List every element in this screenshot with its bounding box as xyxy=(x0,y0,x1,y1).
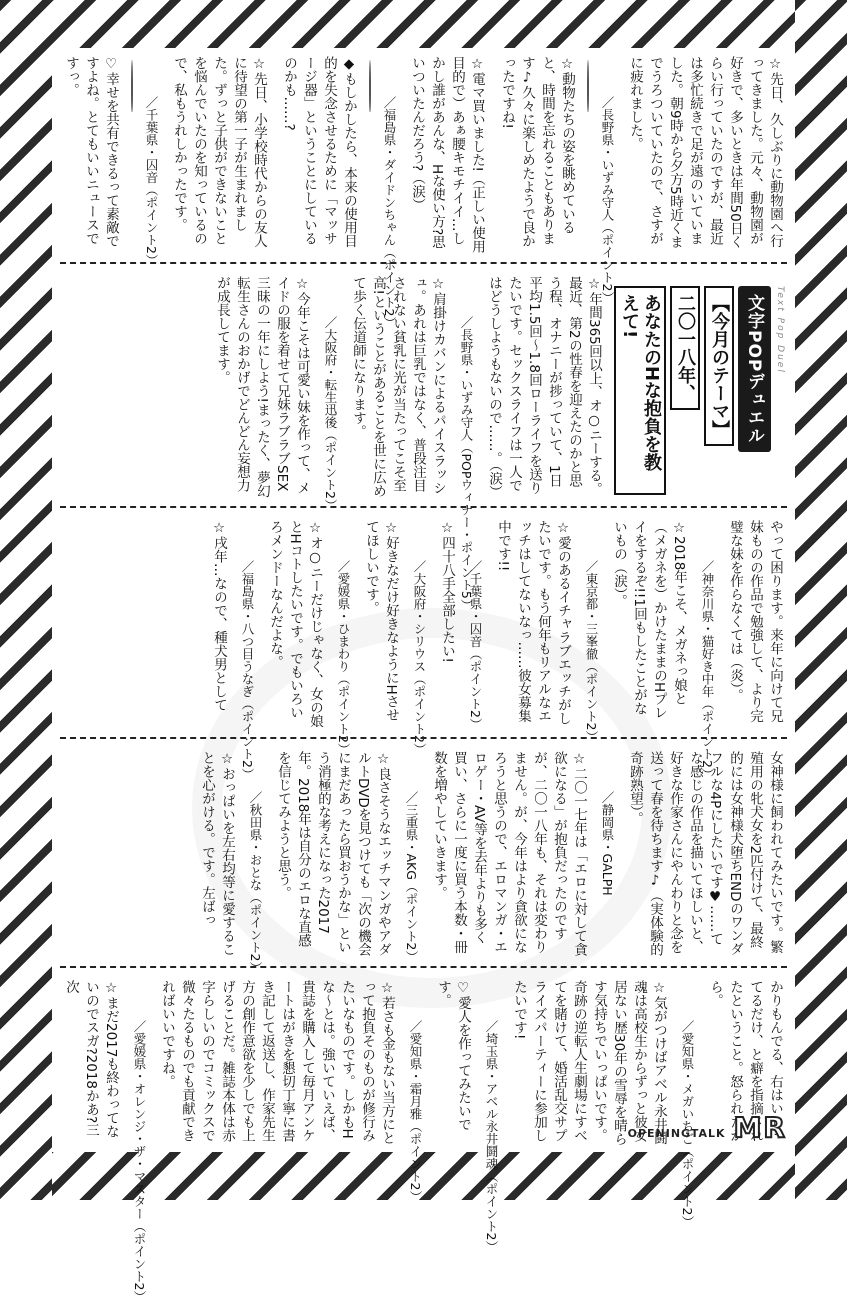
letter-body: ☆オ○ニーだけじゃなく、女の娘とHコトしたいです。でもいろいろメンドーなんだよな。 xyxy=(267,520,323,728)
reader-letter xyxy=(458,276,604,612)
column-band-3 xyxy=(52,512,795,781)
letter-body: かりもんでる、右はいじってるだけ、と癖を指摘されたということ。怒られたから。 xyxy=(707,980,783,1142)
letter-signature: ／千葉県・囚音（ポイント2） xyxy=(144,96,159,267)
letter-signature: ／大阪府・シリウス（ポイント2） xyxy=(412,560,427,756)
dashed-divider xyxy=(60,966,787,968)
theme-brand-logo: 文字POPデュエル xyxy=(738,286,771,452)
reader-avatar-icon xyxy=(587,60,589,112)
dashed-divider xyxy=(60,506,787,508)
reader-letter xyxy=(411,520,457,756)
theme-brand-english: Text Pop Duel xyxy=(775,286,785,374)
dashed-divider xyxy=(60,737,787,739)
letter-body: ☆電マ買いました!（正しい使用目的で）あぁ腰キモチイイ…しかし誰があんな、Hな使い方?思いついたんだろう?（涙） xyxy=(409,56,485,253)
reader-letter xyxy=(583,520,689,743)
footer-logo: MR xyxy=(733,1111,787,1144)
theme-headline-question: あなたのHな抱負を教えて! xyxy=(614,286,666,495)
letter-body: やって困ります。来年に向けて兄妹ものの作品で勉強して、より完璧な妹を作らなくては（炎）。 xyxy=(727,520,783,723)
content-area xyxy=(52,48,795,1303)
letter-body: ☆戌年…なので、種犬男として xyxy=(211,520,227,712)
theme-headline-label: 【今月のテーマ】 xyxy=(704,286,734,446)
reader-letter xyxy=(381,56,487,329)
letter-signature: ／愛知県・霜月雅（ポイント2） xyxy=(408,1020,423,1203)
column-band-1 xyxy=(52,48,795,329)
letter-signature: ／福島県・ダイドンちゃん（ポイント2） xyxy=(382,96,397,329)
letter-signature: ／神奈川県・猫好き中年（ポイント2） xyxy=(700,560,715,781)
letter-signature: ／秋田県・おとな（ポイント2） xyxy=(248,791,263,974)
editor-reply xyxy=(279,56,359,252)
letter-body: ☆今年こそは可愛い妹を作って、メイドの服を着せて兄妹ラブラブSEX三昧の一年にしよう!まったく、夢幻転生さんのおかげでどんどん妄想力が成長してます。 xyxy=(214,276,310,498)
reader-letter xyxy=(212,276,312,498)
letter-body: ☆良さそうなエッチマンガやアダルトDVDを見つけても「次の機会にまだあったら買おうかな」という消極的な考えになった2017年。2018年は自分のエロな直感を信じてみようと思う。 xyxy=(275,751,391,957)
letter-body: ☆若さも金もない当方にとって抱負そのものが修行みたいなものです。しかもHな〜とは。強いていえば、貴誌を購入して毎月アンケートはがきを懇切丁寧に書き記して返送し、作家先生方の創作意欲を少しでも上げることだ。雑誌本体は赤字らしいのでコミックスで微々たるものでも貢献できればいいですね。 xyxy=(159,980,395,1145)
decorative-stripe-right xyxy=(795,0,847,1200)
editor-reply xyxy=(61,56,121,252)
letter-body: ☆先日、小学校時代からの友人に待望の第一子が生まれました。ずっと子供ができないことを悩んでいたのを知っているので、私もうれしかったです。 xyxy=(171,56,267,248)
letter-signature: ／福島県・八つ目うなぎ（ポイント2） xyxy=(240,560,255,781)
reader-avatar-icon xyxy=(369,60,371,112)
decorative-stripe-top xyxy=(0,0,847,48)
letter-signature: ／三重県・AKG（ポイント2） xyxy=(404,791,419,963)
reader-letter xyxy=(322,276,448,512)
column-band-4 xyxy=(52,743,795,974)
reader-letter xyxy=(335,520,401,756)
reply-body: ☆動物たちの姿を眺めていると、時間を忘れることもあります♪久々に楽しめたようで良かったですね! xyxy=(499,56,575,248)
letter-body: ☆好きなだけ好きなようにHさせてほしいです。 xyxy=(363,520,399,722)
reader-letter xyxy=(131,980,397,1303)
reader-letter xyxy=(599,751,785,955)
reader-letter xyxy=(209,520,229,726)
decorative-stripe-left xyxy=(0,0,52,1200)
reader-avatar-icon xyxy=(131,60,133,112)
decorative-stripe-bottom xyxy=(0,1152,847,1200)
dashed-divider xyxy=(60,262,787,264)
letter-body: ☆愛のあるイチャラブエッチがしたいです。もう何年もリアルなエッチはしてないなっ……彼女募集中です!! xyxy=(495,520,571,725)
letter-signature: ／愛媛県・オレンジ・ザ・マスター（ポイント2） xyxy=(132,1020,147,1303)
letter-body: ☆まだ2017も終わってないのでスガ?2018かあ?三次 xyxy=(63,980,119,1139)
letter-signature: ／東京都・三峯徹（ポイント2） xyxy=(584,560,599,743)
footer-section-label: OPENINGTALK xyxy=(627,1127,726,1140)
reader-letter xyxy=(699,520,785,781)
reader-letter xyxy=(467,520,573,731)
reader-letter xyxy=(61,980,121,1144)
letter-body: ♡愛人を作ってみたいです。 xyxy=(435,980,471,1131)
letter-body: ☆四十八手全部したい! xyxy=(439,520,455,663)
reader-letter xyxy=(407,980,473,1203)
letter-signature: ／静岡県・GALPH xyxy=(600,791,615,896)
letter-signature: ／長野県・いずみ守人（ポイント2） xyxy=(600,96,615,304)
reader-letter xyxy=(239,520,325,781)
theme-headline-year: 二〇一八年、 xyxy=(670,286,700,410)
letter-signature: ／愛知県・メガいちご（ポイント2） xyxy=(680,1020,695,1228)
letter-body: ☆肩掛けカバンによるパイスラッシュ。あれは巨乳ではなく、普段注目されない貧乳に光が当たってこそ至高!ということがあることを世に広めて歩く伝道師になります。 xyxy=(350,276,446,498)
reply-body: ♡幸せを共有できるって素敵ですよね。とてもいいニュースですっ。 xyxy=(63,56,119,248)
letter-signature: ／長野県・いずみ守人（POPウィナー・ポイント5） xyxy=(459,316,474,612)
reader-letter xyxy=(197,751,237,955)
letter-signature: ／千葉県・囚音（ポイント2） xyxy=(468,560,483,731)
reader-letter xyxy=(143,56,269,267)
reply-body: ◆もしかしたら、本来の使用目的を失念させるために「マッサージ器」ということにしているのかも……? xyxy=(281,56,357,248)
reader-letter xyxy=(247,751,393,974)
reader-letter xyxy=(599,56,785,304)
letter-body: ☆年間365回以上、オ○ニーする。最近、第2の性春を迎えたのかと思う程、オナニーが捗っていて、1日平均1.5回〜1.8回ローライフを送りたいです。セックスライフは一人ではどうしようもないので……。（涙） xyxy=(486,276,602,499)
theme-header xyxy=(614,276,785,495)
reader-letter xyxy=(403,751,589,963)
letter-signature: ／大阪府・転生迅後（ポイント2） xyxy=(323,316,338,512)
letter-body: ☆おっぱいを左右均等に愛することを心がける。です。左ばっ xyxy=(199,751,235,956)
letter-signature: ／愛媛県・ひまわり（ポイント2） xyxy=(336,560,351,756)
letter-body: ☆先日、久しぶりに動物園へ行ってきました。元々、動物園が好きで、多いときは年間50日くらい行っていたのですが、最近は多忙続きで足が遠のいていました。朝9時から夕方5時近くまでうろついていたので、さすがに疲れました。 xyxy=(627,56,783,249)
letter-body: ☆二〇一七年は「エロに対して貪欲になる」が抱負だったのですが、二〇一八年も、それは変わりません。が、今年はより貪欲になろうと思うので、エロマンガ・エロゲー・AV等を去年よりも多く買い、さらに一度に買う本数・冊数を増やしていきます。 xyxy=(431,751,587,956)
letter-body: 女神様に飼われてみたいです。繁殖用の牝犬女を2匹付けて、最終的には女神様犬堕ちENDのワンダフルな4Pにしたいです♥……てな感じの作品を描いてほしいと、好きな作家さんにやんわりと念を送って春を待ちます♪（実体験的奇跡熟望）。 xyxy=(627,751,783,956)
page-footer xyxy=(628,1111,787,1144)
letter-body: ☆2018年こそ、メガネっ娘と（メガネを）かけたままのHプレイをするぞ!!1回もしたことがないもの（涙）。 xyxy=(611,520,687,720)
letter-body: ☆気がつけばアベル永井鬪魂は高校生からずっと彼女居ない歴30年の雪辱を晴らす気持ちでいっぱいです。奇跡の逆転人生劇場にすべてを賭けて、婚活乱交サプライズパーティーに参加したいです! xyxy=(511,980,667,1146)
editor-reply xyxy=(497,56,577,252)
letter-signature: ／埼玉県・アベル永井鬪魂（ポイント2） xyxy=(484,1020,499,1253)
